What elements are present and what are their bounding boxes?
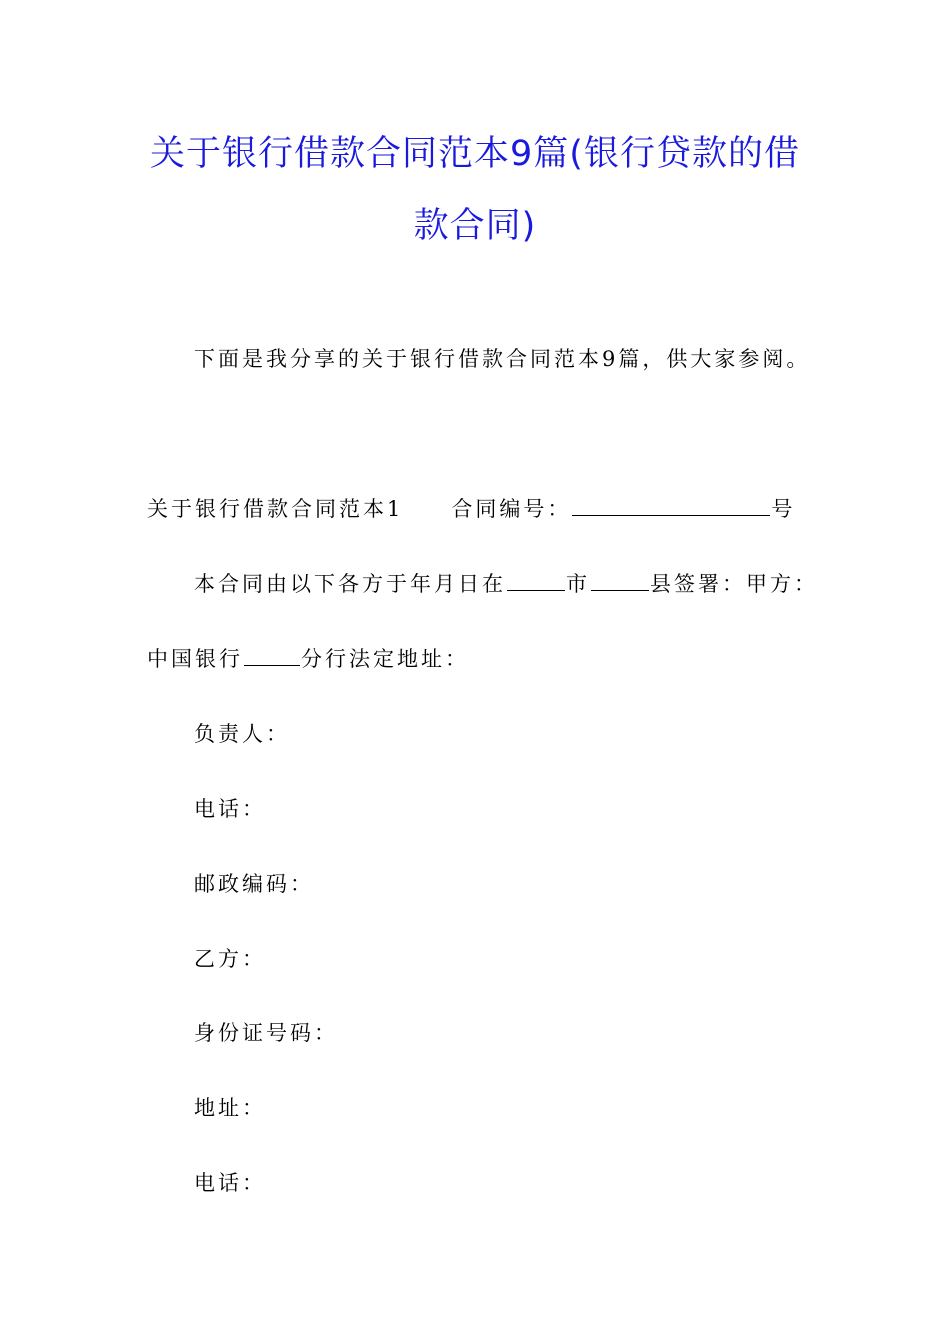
signing-county: 县签署：甲方： (650, 572, 818, 596)
document-title-line-1: 关于银行借款合同范本9篇(银行贷款的借 (150, 134, 800, 174)
intro-paragraph: 下面是我分享的关于银行借款合同范本9篇，供大家参阅。 (194, 347, 811, 371)
county-blank (591, 572, 649, 591)
signing-city: 市 (566, 572, 590, 596)
signing-prefix: 本合同由以下各方于年月日在 (194, 572, 506, 596)
bank-line (147, 645, 469, 673)
field-responsible-person: 负责人： (194, 722, 290, 746)
field-phone-b: 电话： (194, 1171, 266, 1195)
document-title-line-2: 款合同) (413, 206, 537, 246)
bank-prefix: 中国银行 (147, 647, 243, 671)
contract-number-blank (572, 497, 770, 516)
bank-suffix: 分行法定地址： (301, 647, 469, 671)
field-postal-code: 邮政编码： (194, 872, 314, 896)
contract-heading: 关于银行借款合同范本1 (147, 497, 404, 521)
field-address: 地址： (194, 1096, 266, 1120)
contract-number-suffix: 号 (771, 497, 796, 521)
field-id-number: 身份证号码： (194, 1021, 338, 1045)
field-party-b: 乙方： (194, 947, 266, 971)
city-blank (507, 572, 565, 591)
branch-blank (244, 647, 300, 666)
contract-heading-line (147, 495, 795, 523)
field-phone-a: 电话： (194, 797, 266, 821)
contract-number-label: 合同编号： (451, 497, 572, 521)
signing-line (194, 570, 818, 598)
